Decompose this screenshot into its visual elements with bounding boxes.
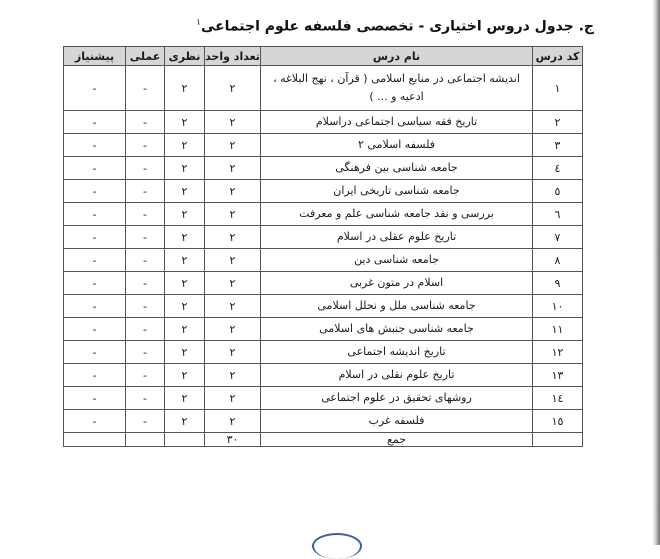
total-practical-cell	[126, 433, 165, 447]
cell-units: ۲	[205, 249, 261, 272]
cell-practical: -	[126, 295, 165, 318]
cell-units: ۲	[205, 66, 261, 111]
cell-practical: -	[126, 341, 165, 364]
cell-practical: -	[126, 410, 165, 433]
table-row	[64, 387, 583, 410]
cell-code: ٦	[533, 203, 583, 226]
cell-practical: -	[126, 249, 165, 272]
table-row	[64, 341, 583, 364]
cell-theory: ۲	[165, 157, 205, 180]
cell-name: تاریخ علوم عقلی در اسلام	[261, 226, 533, 249]
cell-prereq: -	[64, 157, 126, 180]
cell-practical: -	[126, 111, 165, 134]
cell-name: جامعه شناسی دین	[261, 249, 533, 272]
cell-practical: -	[126, 157, 165, 180]
courses-table	[63, 46, 583, 447]
cell-theory: ۲	[165, 226, 205, 249]
header-code: کد درس	[533, 47, 583, 66]
cell-theory: ۲	[165, 318, 205, 341]
cell-units: ۲	[205, 226, 261, 249]
table-row	[64, 295, 583, 318]
cell-units: ۲	[205, 341, 261, 364]
cell-units: ۲	[205, 272, 261, 295]
cell-units: ۲	[205, 157, 261, 180]
cell-prereq: -	[64, 318, 126, 341]
title-footnote: ۱	[196, 18, 201, 28]
cell-name: اسلام در متون غربی	[261, 272, 533, 295]
cell-name: تاریخ اندیشه اجتماعی	[261, 341, 533, 364]
cell-theory: ۲	[165, 272, 205, 295]
cell-prereq: -	[64, 180, 126, 203]
cell-practical: -	[126, 318, 165, 341]
cell-units: ۲	[205, 203, 261, 226]
page-title	[196, 18, 594, 35]
cell-prereq: -	[64, 295, 126, 318]
cell-prereq: -	[64, 341, 126, 364]
cell-theory: ۲	[165, 111, 205, 134]
table-row	[64, 66, 583, 111]
cell-prereq: -	[64, 134, 126, 157]
table-row	[64, 203, 583, 226]
cell-theory: ۲	[165, 410, 205, 433]
cell-code: ۳	[533, 134, 583, 157]
cell-practical: -	[126, 134, 165, 157]
cell-units: ۲	[205, 410, 261, 433]
table-header-row	[64, 47, 583, 66]
total-code-cell	[533, 433, 583, 447]
table-row	[64, 318, 583, 341]
total-row	[64, 433, 583, 447]
cell-prereq: -	[64, 364, 126, 387]
cell-name: تاریخ فقه سیاسی اجتماعی دراسلام	[261, 111, 533, 134]
cell-code: ۹	[533, 272, 583, 295]
cell-theory: ۲	[165, 249, 205, 272]
page-edge-shadow	[652, 0, 660, 545]
table-row	[64, 111, 583, 134]
title-text: ج. جدول دروس اختیاری - تخصصی فلسفه علوم اجتماعی	[200, 18, 594, 35]
cell-code: ۱	[533, 66, 583, 111]
cell-name: جامعه شناسی ملل و نحلل اسلامی	[261, 295, 533, 318]
cell-practical: -	[126, 364, 165, 387]
cell-units: ۲	[205, 364, 261, 387]
table-row	[64, 134, 583, 157]
cell-name: اندیشه اجتماعی در منابع اسلامی ( قرآن ، نهج البلاغه ، ادعیه و ... )	[261, 66, 533, 111]
cell-code: ۱۰	[533, 295, 583, 318]
cell-units: ۲	[205, 295, 261, 318]
cell-practical: -	[126, 66, 165, 111]
cell-theory: ۲	[165, 180, 205, 203]
cell-practical: -	[126, 387, 165, 410]
cell-name: جامعه شناسی تاریخی ایران	[261, 180, 533, 203]
cell-code: ۷	[533, 226, 583, 249]
cell-prereq: -	[64, 272, 126, 295]
header-prereq: پیشنیاز	[64, 47, 126, 66]
cell-theory: ۲	[165, 387, 205, 410]
cell-practical: -	[126, 203, 165, 226]
cell-name: فلسفه اسلامی ۲	[261, 134, 533, 157]
table-row	[64, 157, 583, 180]
cell-units: ۲	[205, 318, 261, 341]
cell-units: ۲	[205, 134, 261, 157]
cell-name: روشهای تحقیق در علوم اجتماعی	[261, 387, 533, 410]
cell-code: ۱۳	[533, 364, 583, 387]
cell-prereq: -	[64, 203, 126, 226]
cell-code: ٤	[533, 157, 583, 180]
cell-theory: ۲	[165, 341, 205, 364]
header-practical: عملی	[126, 47, 165, 66]
cell-units: ۲	[205, 111, 261, 134]
cell-theory: ۲	[165, 364, 205, 387]
table-row	[64, 180, 583, 203]
stamp-seal	[312, 533, 362, 559]
header-name: نام درس	[261, 47, 533, 66]
total-units: ۳۰	[205, 433, 261, 447]
cell-code: ۱۱	[533, 318, 583, 341]
cell-units: ۲	[205, 180, 261, 203]
cell-code: ۱٤	[533, 387, 583, 410]
cell-prereq: -	[64, 410, 126, 433]
cell-theory: ۲	[165, 203, 205, 226]
cell-name: فلسفه غرب	[261, 410, 533, 433]
cell-practical: -	[126, 226, 165, 249]
cell-name: جامعه شناسی جنبش های اسلامی	[261, 318, 533, 341]
cell-theory: ۲	[165, 66, 205, 111]
cell-practical: -	[126, 272, 165, 295]
cell-prereq: -	[64, 226, 126, 249]
table-row	[64, 410, 583, 433]
header-units: تعداد واحد	[205, 47, 261, 66]
cell-name: تاریخ علوم نقلی در اسلام	[261, 364, 533, 387]
cell-prereq: -	[64, 387, 126, 410]
table-row	[64, 226, 583, 249]
total-theory-cell	[165, 433, 205, 447]
cell-name: بررسی و نقد جامعه شناسی علم و معرفت	[261, 203, 533, 226]
cell-prereq: -	[64, 249, 126, 272]
cell-code: ۱٥	[533, 410, 583, 433]
cell-code: ۱۲	[533, 341, 583, 364]
cell-theory: ۲	[165, 134, 205, 157]
header-theory: نظری	[165, 47, 205, 66]
table-row	[64, 272, 583, 295]
total-prereq-cell	[64, 433, 126, 447]
cell-code: ٥	[533, 180, 583, 203]
cell-practical: -	[126, 180, 165, 203]
cell-code: ۲	[533, 111, 583, 134]
cell-name: جامعه شناسی بین فرهنگی	[261, 157, 533, 180]
table-row	[64, 249, 583, 272]
cell-theory: ۲	[165, 295, 205, 318]
cell-prereq: -	[64, 66, 126, 111]
total-label: جمع	[261, 433, 533, 447]
table-row	[64, 364, 583, 387]
cell-prereq: -	[64, 111, 126, 134]
cell-code: ۸	[533, 249, 583, 272]
cell-units: ۲	[205, 387, 261, 410]
